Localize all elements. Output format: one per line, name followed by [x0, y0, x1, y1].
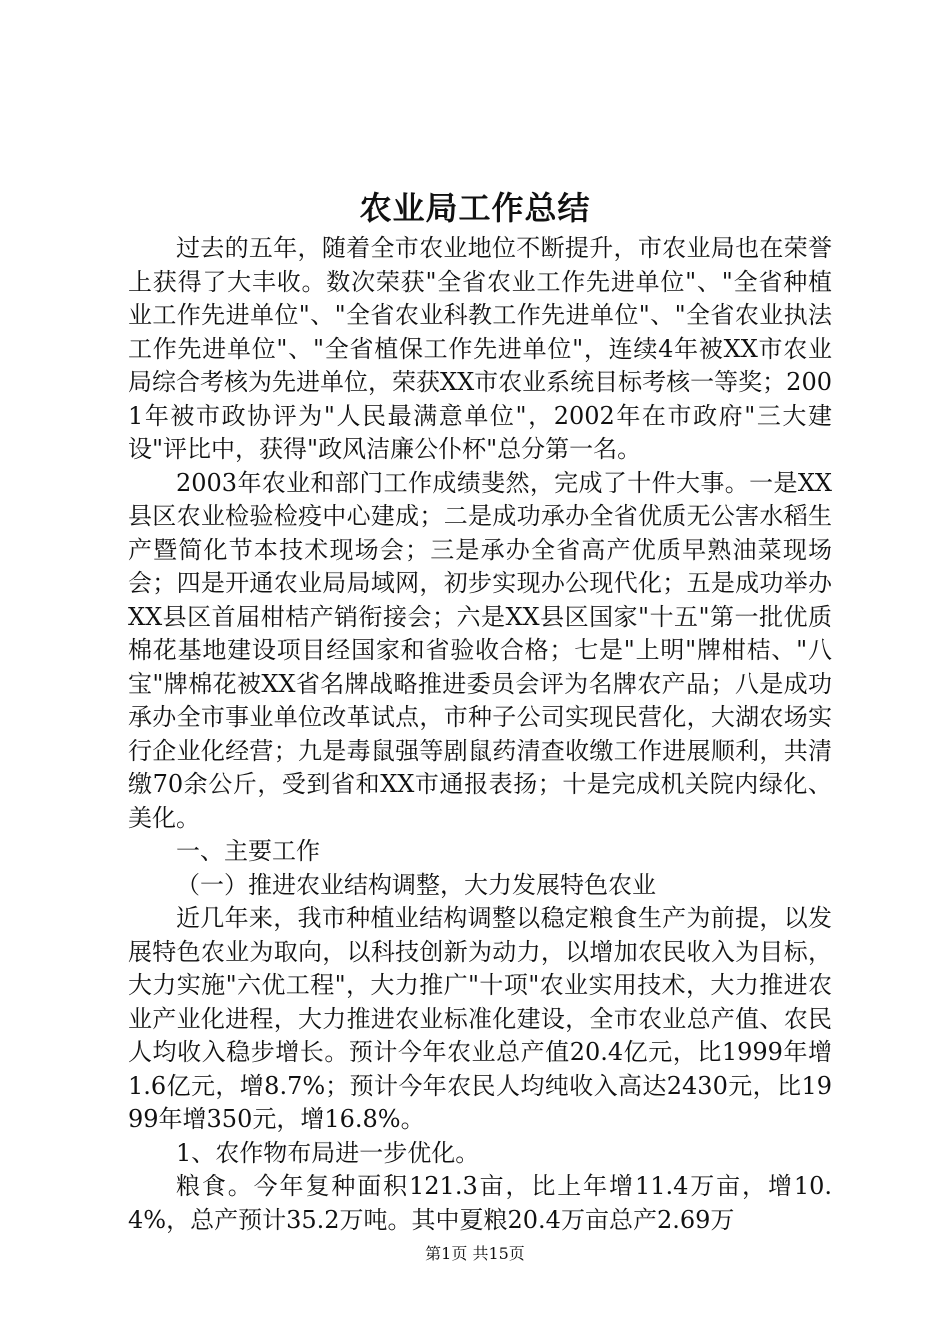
paragraph-structure-adjustment: 近几年来，我市种植业结构调整以稳定粮食生产为前提，以发展特色农业为取向，以科技创新为动力，以增加农民收入为目标，大力实施"六优工程"，大力推广"十项"农业实用技术，大力推进农业产业化进程，大力推进农业标准化建设，全市农业总产值、农民人均收入稳步增长。预计今年农业总产值20.4亿元，比1999年增1.6亿元，增8.7%；预计今年农民人均纯收入高达2430元，比1999年增350元，增16.8%。	[128, 904, 832, 1133]
section-heading-main-work: 一、主要工作	[176, 837, 320, 865]
paragraph-ten-events: 2003年农业和部门工作成绩斐然，完成了十件大事。一是XX县区农业检验检疫中心建成；二是成功承办全省优质无公害水稻生产暨简化节本技术现场会；三是承办全省高产优质早熟油菜现场会；四是开通农业局局域网，初步实现办公现代化；五是成功举办XX县区首届柑桔产销衔接会；六是XX县区国家"十五"第一批优质棉花基地建设项目经国家和省验收合格；七是"上明"牌柑桔、"八宝"牌棉花被XX省名牌战略推进委员会评为名牌农产品；八是成功承办全市事业单位改革试点，市种子公司实现民营化，大湖农场实行企业化经营；九是毒鼠强等剧鼠药清查收缴工作进展顺利，共清缴70余公斤，受到省和XX市通报表扬；十是完成机关院内绿化、美化。	[128, 468, 832, 832]
paragraph-grain: 粮食。今年复种面积121.3亩，比上年增11.4万亩，增10.4%，总产预计35.2万吨。其中夏粮20.4万亩总产2.69万	[128, 1172, 832, 1234]
paragraph-honors: 过去的五年，随着全市农业地位不断提升，市农业局也在荣誉上获得了大丰收。数次荣获"全省农业工作先进单位"、"全省种植业工作先进单位"、"全省农业科教工作先进单位"、"全省农业执法工作先进单位"、"全省植保工作先进单位"，连续4年被XX市农业局综合考核为先进单位，荣获XX市农业系统目标考核一等奖；2001年被市政协评为"人民最满意单位"，2002年在市政府"三大建设"评比中，获得"政风洁廉公仆杯"总分第一名。	[128, 234, 832, 463]
item-heading-crop-layout: 1、农作物布局进一步优化。	[176, 1138, 480, 1167]
document-title: 农业局工作总结	[359, 189, 591, 227]
page-number-footer: 第1页 共15页	[425, 1244, 525, 1263]
document-body	[128, 232, 832, 1237]
subsection-heading-structure: （一）推进农业结构调整，大力发展特色农业	[176, 870, 656, 899]
